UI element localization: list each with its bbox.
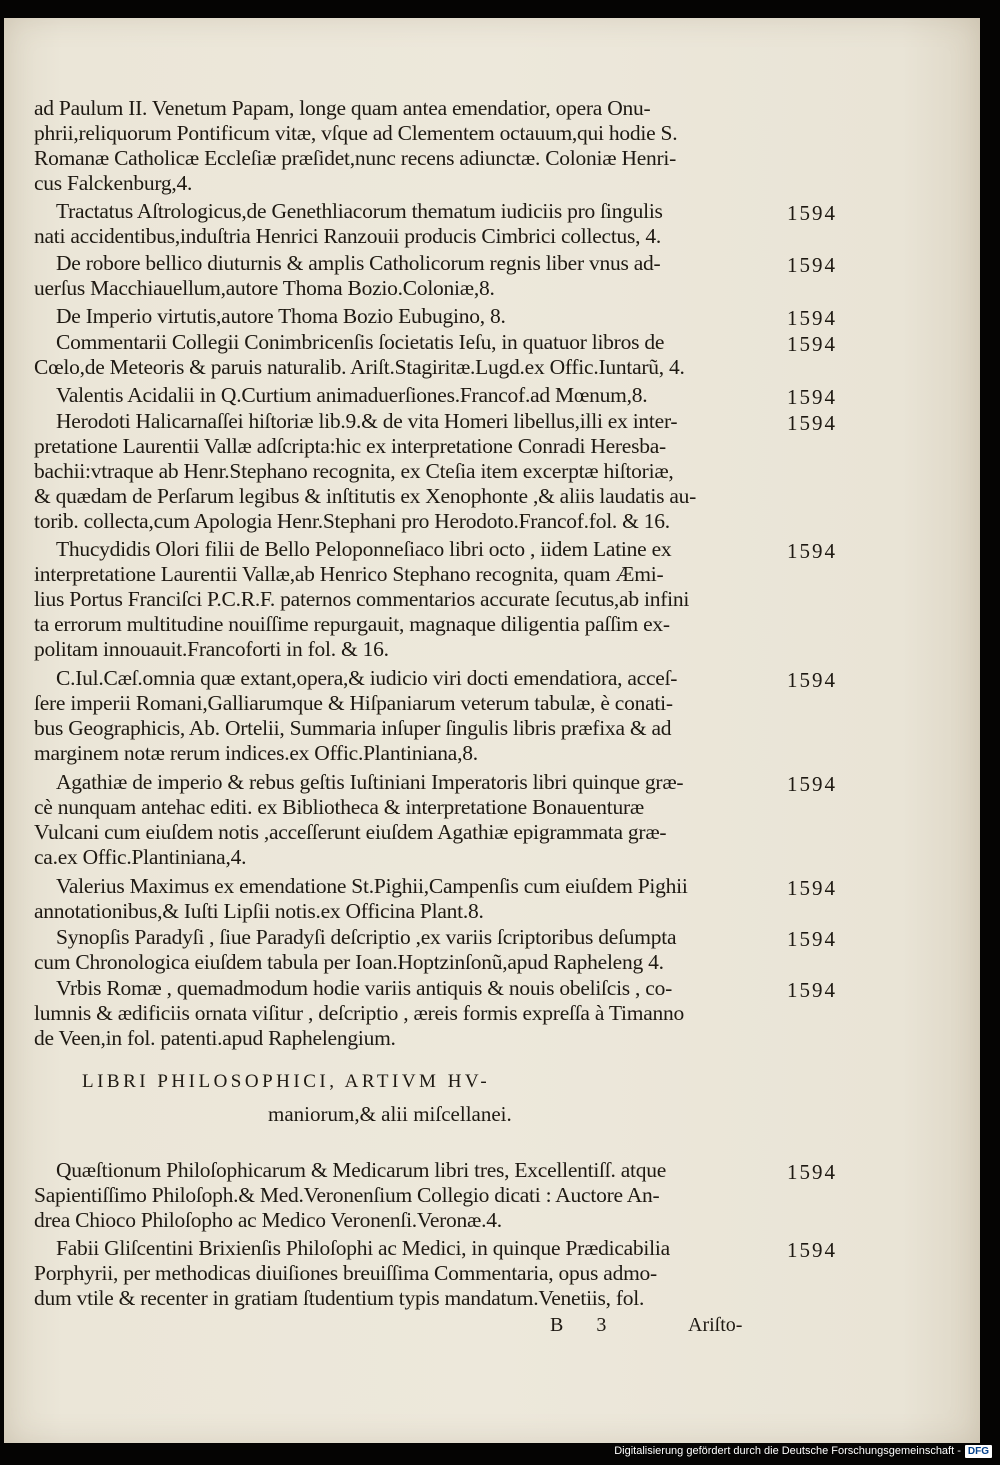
margin-year: 1594 [787, 1238, 837, 1262]
text-line: Vulcani cum eiuſdem notis ,acceſſerunt eiuſdem Agathiæ epigrammata græ- [34, 820, 667, 844]
text-line: annotationibus,& Iuſti Lipſii notis.ex Officina Plant.8. [34, 899, 484, 923]
text-line: marginem notæ rerum indices.ex Offic.Plantiniana,8. [34, 741, 478, 765]
text-line: bus Geographicis, Ab. Ortelii, Summaria inſuper ſingulis libris præfixa & ad [34, 716, 672, 740]
margin-year: 1594 [787, 1160, 837, 1184]
dfg-credit [614, 1443, 992, 1459]
text-line: phrii,reliquorum Pontificum vitæ, vſque ad Clementem octauum,qui hodie S. [34, 121, 678, 145]
margin-year: 1594 [787, 668, 837, 692]
text-line: Quæſtionum Philoſophicarum & Medicarum libri tres, Excellentiſſ. atque [56, 1158, 667, 1182]
margin-year: 1594 [787, 332, 837, 356]
text-line: cus Falckenburg,4. [34, 171, 193, 195]
text-line: Vrbis Romæ , quemadmodum hodie variis antiquis & nouis obeliſcis , co- [56, 976, 672, 1000]
text-line: de Veen,in fol. patenti.apud Raphelengium. [34, 1026, 396, 1050]
text-line: interpretatione Laurentii Vallæ,ab Henrico Stephano recognita, quam Æmi- [34, 562, 664, 586]
text-line: cum Chronologica eiuſdem tabula per Ioan.Hoptzinſonũ,apud Rapheleng 4. [34, 950, 664, 974]
text-line: De robore bellico diuturnis & amplis Catholicorum regnis liber vnus ad- [56, 251, 661, 275]
text-line: Sapientiſſimo Philoſoph.& Med.Veronenſium Collegio dicati : Auctore An- [34, 1183, 660, 1207]
text-line: ta errorum multitudine nouiſſime repurgauit, magnaque diligentia paſſim ex- [34, 612, 670, 636]
text-line: Thucydidis Olori filii de Bello Peloponneſiaco libri octo , iidem Latine ex [56, 537, 672, 561]
margin-year: 1594 [787, 876, 837, 900]
text-line: bachii:vtraque ab Henr.Stephano recognita, ex Cteſia item excerptæ hiſtoriæ, [34, 459, 674, 483]
section-heading: LIBRI PHILOSOPHICI, ARTIVM HV- [82, 1071, 491, 1092]
text-line: pretatione Laurentii Vallæ adſcripta:hic ex interpretatione Conradi Heresba- [34, 434, 666, 458]
text-line: Synopſis Paradyſi , ſiue Paradyſi deſcriptio ,ex variis ſcriptoribus deſumpta [56, 925, 677, 949]
text-line: ca.ex Offic.Plantiniana,4. [34, 845, 247, 869]
dfg-logo: DFG [965, 1445, 992, 1458]
text-line: Cœlo,de Meteoris & paruis naturalib. Ariſt.Stagiritæ.Lugd.ex Offic.Iuntarũ, 4. [34, 355, 685, 379]
catchword: Ariſto- [688, 1314, 743, 1336]
margin-year: 1594 [787, 201, 837, 225]
margin-year: 1594 [787, 385, 837, 409]
margin-year: 1594 [787, 411, 837, 435]
text-line: C.Iul.Cæſ.omnia quæ extant,opera,& iudicio viri docti emendatiora, acceſ- [56, 666, 678, 690]
text-line: Porphyrii, per methodicas diuiſiones breuiſſima Commentaria, opus admo- [34, 1261, 657, 1285]
text-line: Valerius Maximus ex emendatione St.Pighii,Campenſis cum eiuſdem Pighii [56, 874, 688, 898]
text-line: De Imperio virtutis,autore Thoma Bozio Eubugino, 8. [56, 304, 506, 328]
text-line: lumnis & ædificiis ornata viſitur , deſcriptio , æreis formis expreſſa à Timanno [34, 1001, 684, 1025]
margin-year: 1594 [787, 772, 837, 796]
text-line: cè nunquam antehac editi. ex Bibliotheca & interpretatione Bonauenturæ [34, 795, 644, 819]
margin-year: 1594 [787, 253, 837, 277]
margin-year: 1594 [787, 927, 837, 951]
text-line: Herodoti Halicarnaſſei hiſtoriæ lib.9.& de vita Homeri libellus,illi ex inter- [56, 409, 678, 433]
text-line: Romanæ Catholicæ Eccleſiæ præſidet,nunc recens adiunctæ. Coloniæ Henri- [34, 146, 677, 170]
text-line: uerſus Macchiauellum,autore Thoma Bozio.Coloniæ,8. [34, 276, 495, 300]
margin-year: 1594 [787, 539, 837, 563]
text-line: Agathiæ de imperio & rebus geſtis Iuſtiniani Imperatoris libri quinque græ- [56, 770, 684, 794]
text-line: ad Paulum II. Venetum Papam, longe quam antea emendatior, opera Onu- [34, 96, 651, 120]
book-page [4, 18, 980, 1443]
section-subheading: maniorum,& alii miſcellanei. [268, 1102, 512, 1126]
margin-year: 1594 [787, 306, 837, 330]
text-line: torib. collecta,cum Apologia Henr.Stephani pro Herodoto.Francof.fol. & 16. [34, 509, 670, 533]
credit-text: Digitalisierung gefördert durch die Deutsche Forschungsgemeinschaft - [614, 1445, 961, 1457]
text-line: Commentarii Collegii Conimbricenſis ſocietatis Ieſu, in quatuor libros de [56, 330, 665, 354]
text-line: dum vtile & recenter in gratiam ſtudentium typis mandatum.Venetiis, fol. [34, 1286, 645, 1310]
text-line: Valentis Acidalii in Q.Curtium animaduerſiones.Francof.ad Mœnum,8. [56, 383, 648, 407]
text-line: Fabii Gliſcentini Brixienſis Philoſophi ac Medici, in quinque Prædicabilia [56, 1236, 670, 1260]
text-line: nati accidentibus,induſtria Henrici Ranzouii producis Cimbrici collectus, 4. [34, 224, 662, 248]
text-line: lius Portus Franciſci P.C.R.F. paternos commentarios accurate ſecutus,ab infini [34, 587, 690, 611]
text-line: & quædam de Perſarum legibus & inſtitutis ex Xenophonte ,& aliis laudatis au- [34, 484, 697, 508]
text-line: drea Chioco Philoſopho ac Medico Veronenſi.Veronæ.4. [34, 1208, 502, 1232]
text-line: politam innouauit.Francoforti in fol. & 16. [34, 637, 389, 661]
text-line: ſere imperii Romani,Galliarumque & Hiſpaniarum veterum tabulæ, è conati- [34, 691, 673, 715]
margin-year: 1594 [787, 978, 837, 1002]
text-line: Tractatus Aſtrologicus,de Genethliacorum thematum iudiciis pro ſingulis [56, 199, 663, 223]
signature-mark: B 3 [550, 1314, 621, 1336]
